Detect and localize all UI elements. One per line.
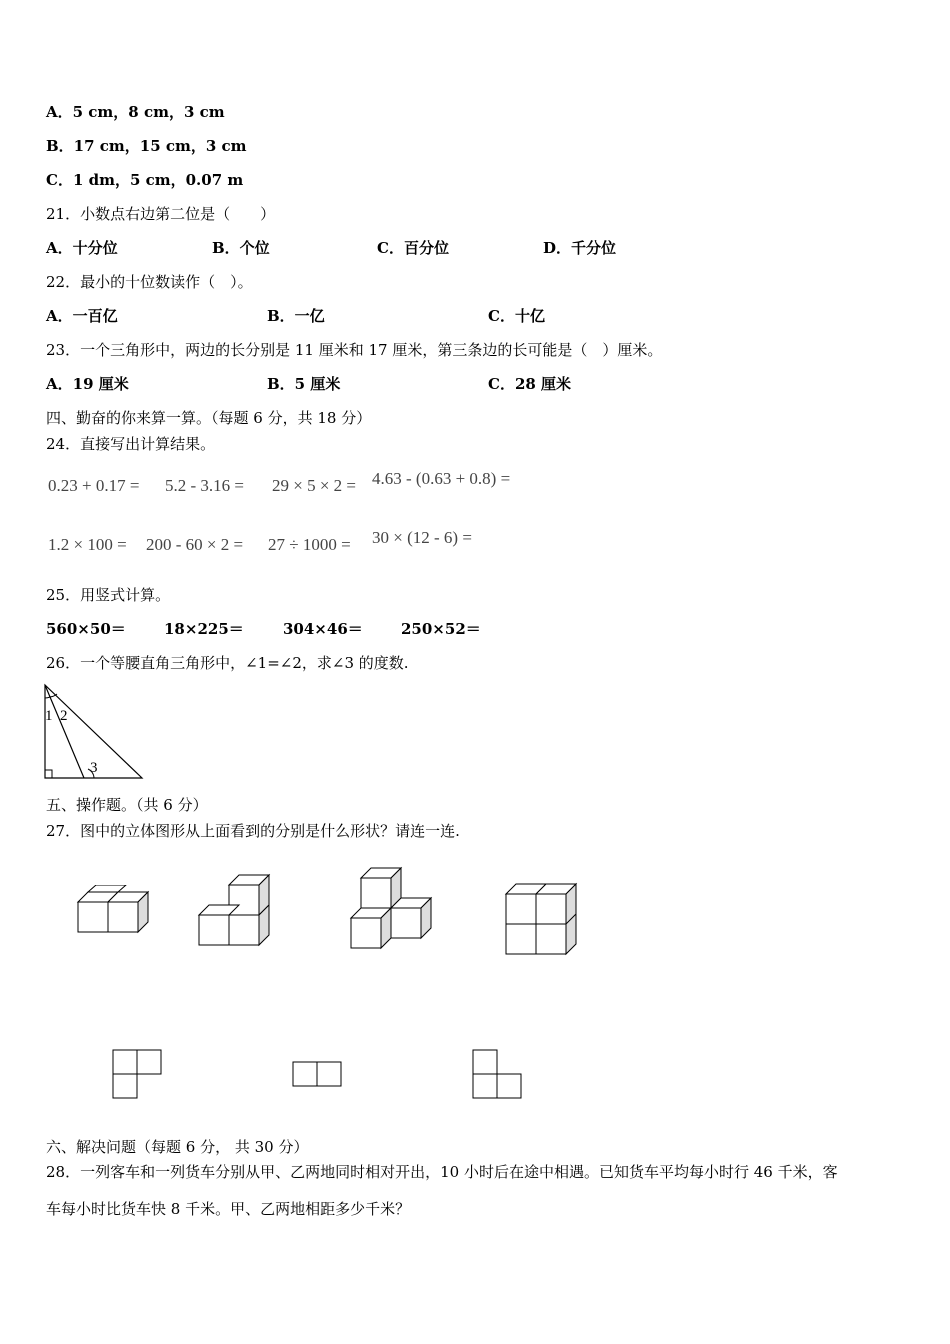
q24-expr-2: 5.2 - 3.16 = (165, 476, 244, 495)
right-angle-mark (45, 770, 52, 778)
q24-expr-3: 29 × 5 × 2 = (272, 476, 357, 495)
top-view-shape-2 (290, 1060, 345, 1088)
solid-figure-4 (500, 878, 585, 958)
q23-stem: 23．一个三角形中，两边的长分别是 11 厘米和 17 厘米，第三条边的长可能是（ ）厘米。 (46, 341, 663, 359)
q24-expr-5: 1.2 × 100 = (48, 535, 127, 554)
q28-line-1: 28．一列客车和一列货车分别从甲、乙两地同时相对开出，10 小时后在途中相遇。已知货车平均每小时行 46 千米，客 (46, 1163, 838, 1181)
top-view-shape-3 (470, 1048, 525, 1100)
q24-expr-4: 4.63 - (0.63 + 0.8) = (372, 469, 511, 488)
q27-stem: 27．图中的立体图形从上面看到的分别是什么形状？请连一连. (46, 822, 460, 840)
solid-figure-3 (345, 862, 440, 954)
solid-figure-2 (190, 870, 275, 950)
q25-item-3: 304×46＝ (283, 620, 363, 638)
q21-option-d: D．千分位 (543, 239, 617, 257)
triangle-bisector (45, 685, 84, 778)
q23-option-a: A．19 厘米 (46, 375, 129, 393)
q25-stem: 25．用竖式计算。 (46, 586, 171, 604)
section-5-heading: 五、操作题。（共 6 分） (46, 796, 208, 814)
q24-expr-8: 30 × (12 - 6) = (372, 528, 472, 547)
q22-option-a: A．一百亿 (46, 307, 118, 325)
q24-expr-6: 200 - 60 × 2 = (146, 535, 244, 554)
q22-option-c: C．十亿 (488, 307, 545, 325)
section-4-heading: 四、勤奋的你来算一算。（每题 6 分，共 18 分） (46, 409, 372, 427)
q25-item-2: 18×225＝ (164, 620, 244, 638)
q23-option-c: C．28 厘米 (488, 375, 572, 393)
top-view-shape-1 (110, 1048, 165, 1100)
q25-item-1: 560×50＝ (46, 620, 126, 638)
q28-line-2: 车每小时比货车快 8 千米。甲、乙两地相距多少千米？ (46, 1200, 411, 1218)
angle-label-3: 3 (90, 760, 98, 776)
q21-option-c: C．百分位 (377, 239, 449, 257)
angle-arc-1 (45, 697, 50, 698)
solid-figure-1 (70, 885, 155, 950)
q24-expr-1: 0.23 + 0.17 = (48, 476, 140, 495)
section-6-heading: 六、解决问题（每题 6 分， 共 30 分） (46, 1138, 309, 1156)
q24-expr-7: 27 ÷ 1000 = (268, 535, 351, 554)
q21-option-b: B．个位 (212, 239, 270, 257)
q22-option-b: B．一亿 (267, 307, 325, 325)
q22-stem: 22．最小的十位数读作（ ）。 (46, 273, 253, 291)
q26-triangle-figure (40, 680, 150, 782)
q20-option-c: C．1 dm，5 cm，0.07 m (46, 171, 244, 189)
q26-stem: 26．一个等腰直角三角形中，∠1=∠2，求∠3 的度数. (46, 654, 409, 672)
q20-option-a: A．5 cm，8 cm，3 cm (46, 103, 225, 121)
q21-option-a: A．十分位 (46, 239, 118, 257)
q20-option-b: B．17 cm，15 cm，3 cm (46, 137, 247, 155)
q24-stem: 24．直接写出计算结果。 (46, 435, 216, 453)
q21-stem: 21．小数点右边第二位是（ ） (46, 205, 276, 223)
q25-item-4: 250×52＝ (401, 620, 481, 638)
angle-label-1: 1 (45, 708, 53, 724)
q23-option-b: B．5 厘米 (267, 375, 341, 393)
angle-label-2: 2 (60, 708, 68, 724)
